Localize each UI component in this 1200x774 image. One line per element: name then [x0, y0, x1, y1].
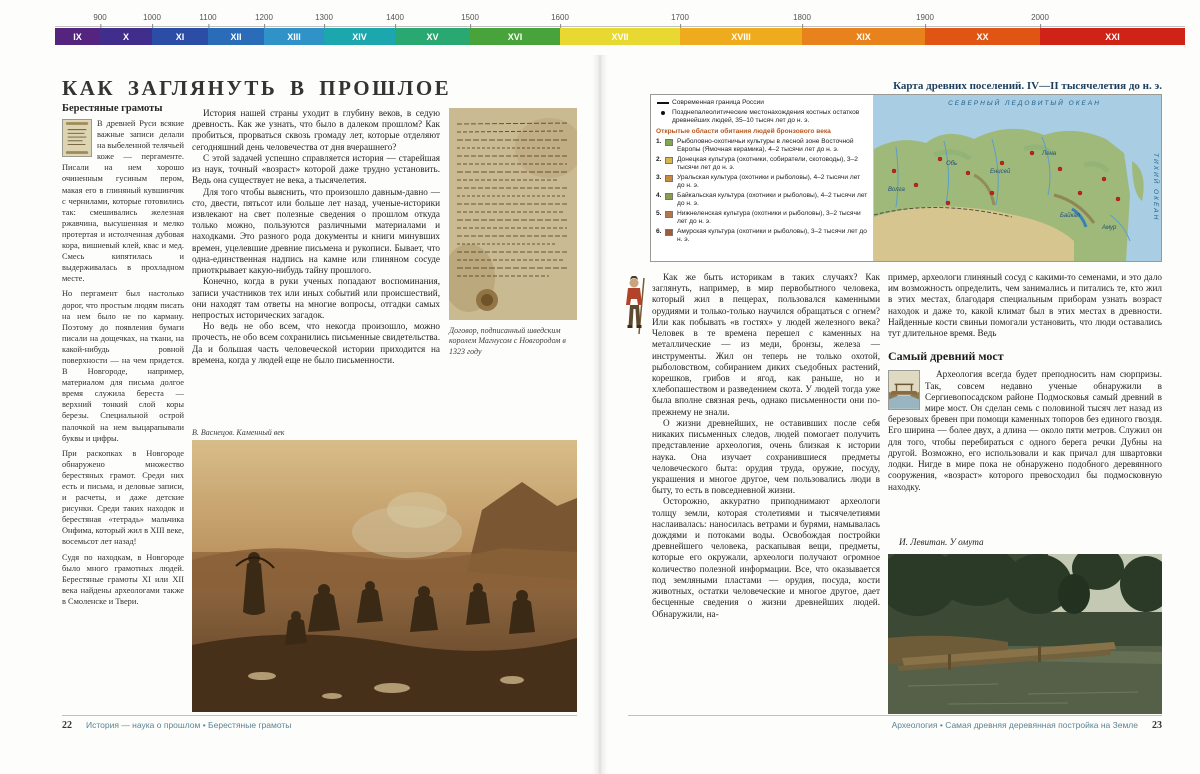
parchment-scroll-icon — [62, 119, 92, 157]
hunter-figure-illustration — [622, 276, 648, 338]
stone-age-painting — [192, 440, 577, 712]
legend-item: 6. Амурская культура (охотники и рыболовы), 3–2 тысячи лет до н. э. — [656, 228, 867, 244]
body-paragraph: С этой задачей успешно справляется история — старейшая из наук, точный «возраст» которой даже трудно установить. Ведь она существует не века, а тысячелетия. — [192, 152, 440, 186]
legend-item: 1. Рыболовно-охотничьи культуры в лесной зоне Восточной Европы (Ямочная керамика), 4–2 тысячи лет до н. э. — [656, 138, 854, 154]
footer-rule — [62, 715, 577, 716]
timeline-year: 1400 — [386, 13, 404, 22]
river-label: Волга — [888, 187, 905, 193]
sidebar-paragraph: Но пергамент был настолько дорог, что простым людям писать на нем было не по карману. Поэтому до появления бумаги писали на дощечках, на ткани, на какой-нибудь ровной поверхности — на чем придется. В Новгороде, например, материалом для письма долгое время служила береста — верхний тонкий слой коры березы. Специальной острой палочкой на нем выцарапывали буквы и цифры. — [62, 289, 184, 443]
manuscript-caption: Договор, подписанный шведским королем Магнусом с Новгородом в 1323 году — [449, 326, 566, 356]
legend-item: Позднепалеолитические местонахождения костных остатков древнейших людей, 35–10 тысяч лет до н. э. — [656, 109, 868, 125]
bridge-icon — [888, 370, 920, 410]
body-paragraph: Осторожно, аккуратно приподнимают археологи толщу земли, которая столетиями и тысячелетиями наслаивалась: наносилась ветрами и бурями, намывалась дождями и потоками воды. Освобождая постройки древнейшего человека, раскапывая вещи, предметы, которые его окружали, археологи получают огромное количество полезной информации. Все, что оказывается под земляными пластами — орудия, посуда, кости животных, остатки человеческие и многое другое, дает бесценные сведения о жизни древнейших людей. Обнаружили, на- — [652, 496, 880, 619]
legend-item: 2. Донецкая культура (охотники, собиратели, скотоводы), 3–2 тысячи лет до н. э. — [656, 156, 858, 172]
painting-caption: В. Васнецов. Каменный век — [192, 428, 285, 437]
body-paragraph: Как же быть историкам в таких случаях? Как заглянуть, например, в мир первобытного человека, который жил в пещерах, пользовался каменными орудиями и только-только научился обращаться с огнем? Или как побывать «в гостях» у людей железного века? Человек в те времена перешел с каменных на металлические — из меди, бронзы, железа — инструменты. Жил он теперь не только охотой, рыболовством, собиранием диких съедобных растений, корешков, грибов и ягод, как раньше, но и хлебопашеством и разведением скота. У людей тогда уже была вполне связная речь, однако письменности они по-прежнему не знали. — [652, 272, 880, 417]
culture-swatch — [665, 157, 673, 164]
century-segment: XIII — [264, 28, 324, 45]
right-column-1 — [652, 272, 880, 714]
legend-item: 3. Уральская культура (охотники и рыболовы), 4–2 тысячи лет до н. э. — [656, 174, 861, 190]
sidebar-paragraph: В древней Руси всякие важные записи делали на выбеленной телячьей коже — пергаменте. Писали на нем хорошо очиненным гусиным пером, макая его в глиняный кувшинчик с чернилами, которые готовились так: смешивались железная ржавчина, высушенная и мелко протертая и истолченная дубовая кора, вишневый клей, квас и мед. Смесь кипятилась и выдерживалась в прохладном месте. — [62, 119, 184, 284]
timeline-year: 1600 — [551, 13, 569, 22]
culture-swatch — [665, 193, 673, 200]
body-paragraph: Конечно, когда в руки ученых попадают воспоминания, записи участников тех или иных событий или происшествий, они находят там ответы на многие вопросы, отгадки самых непростых исторических загадок. — [192, 276, 440, 320]
timeline-year: 1300 — [315, 13, 333, 22]
river-label: Лена — [1042, 151, 1057, 157]
page-number: 23 — [1152, 720, 1162, 731]
legend-item: 5. Нижнеленская культура (охотники и рыболовы), 3–2 тысячи лет до н. э. — [656, 210, 861, 226]
site-dot-symbol — [656, 109, 672, 125]
right-column-2 — [888, 272, 1162, 714]
timeline-year: 1100 — [199, 13, 217, 22]
river-label: Байкал — [1060, 213, 1081, 219]
map-box — [650, 94, 1162, 262]
century-segment: XVIII — [680, 28, 802, 45]
culture-swatch — [665, 139, 673, 146]
body-paragraph: О жизни древнейших, не оставивших после себя никаких письменных следов, людей помогает получить представление археология, очень близкая к истории наука. Она изучает сохранившиеся предметы человеческого быта: орудия труда, оружие, посуду, украшения и многое другое, чем пользовались люди в быту, то есть в повседневной жизни. — [652, 417, 880, 496]
century-segment: XIV — [324, 28, 395, 45]
century-timeline — [55, 28, 1185, 45]
timeline-year: 1900 — [916, 13, 934, 22]
legend-item: 4. Байкальская культура (охотники и рыболовы), 4–2 тысячи лет до н. э. — [656, 192, 868, 208]
page-fold — [592, 55, 608, 774]
timeline-year: 1800 — [793, 13, 811, 22]
settlements-map — [874, 95, 1161, 261]
legend-heading: Открытые области обитания людей бронзового века — [656, 128, 831, 136]
timeline-year: 1200 — [255, 13, 273, 22]
footer-rule — [628, 715, 1162, 716]
page-title: КАК ЗАГЛЯНУТЬ В ПРОШЛОЕ — [62, 76, 452, 100]
sidebar-paragraph: При раскопках в Новгороде обнаружено множество берестяных грамот. Среди них есть и письма, и деловые записи, и расчеты, и даже детские рисунки. Среди таких находок и берестяная «тетрадь» мальчика Онфима, который жил в XIII веке, восемьсот лет назад! — [62, 448, 184, 547]
bridge-section-heading: Самый древний мост — [888, 349, 1004, 364]
culture-swatch — [665, 229, 673, 236]
border-line-symbol — [656, 99, 672, 107]
map-title: Карта древних поселений. IV—II тысячелетия до н. э. — [893, 80, 1162, 92]
century-segment: XX — [925, 28, 1040, 45]
century-segment: XVII — [560, 28, 680, 45]
page-number: 22 — [62, 720, 72, 731]
century-segment: XVI — [470, 28, 560, 45]
map-legend — [651, 95, 874, 261]
river-label: Енисей — [990, 169, 1011, 175]
century-segment: XII — [208, 28, 264, 45]
arctic-ocean-label: СЕВЕРНЫЙ ЛЕДОВИТЫЙ ОКЕАН — [948, 100, 1101, 107]
timeline-year: 900 — [93, 13, 107, 22]
birch-letters-sidebar — [62, 103, 184, 715]
century-segment: XV — [395, 28, 470, 45]
body-paragraph: пример, археологи глиняный сосуд с какими-то семенами, и это дало им возможность определить, чем занимались и питались те, кто жил в этих местах, благодаря специальным приборам узнать возраст находок и даже то, какой климат был в этих местах в древности. Найденные кости свиньи помогали установить, что люди оставались тут длительное время. Ведь — [888, 272, 1162, 339]
body-paragraph: Но ведь не обо всем, что некогда произошло, можно прочесть, не обо всем сохранились письменные свидетельства. Да и большая часть человеческой истории приходится на времена, когда у людей еще не было письменности. — [192, 321, 440, 365]
river-label: Амур — [1102, 225, 1117, 231]
century-segment: X — [100, 28, 152, 45]
culture-swatch — [665, 175, 673, 182]
body-paragraph: История нашей страны уходит в глубину веков, в седую древность. Как же узнать, что было в далеком прошлом? Как пробиться, прорваться сквозь громаду лет, которые отделяют сегодняшний день человечества от дня вчерашнего? — [192, 108, 440, 152]
bridge-paragraph: Археология всегда будет преподносить нам сюрпризы. Так, совсем недавно ученые обнаружили в Сергиевопосадском районе Подмосковья самый древний в мире мост. Он сделан семь с половиной тысяч лет назад из березовых бревен при помощи каменных топоров без единого гвоздя. Его ширина — более двух, а длина — около пяти метров. Служил он для того, чтобы перебираться с одного берега речки Дубны на другой. Возможно, его использовали и как причал для швартовки лодки. Нигде в мире пока не обнаружено подобного деревянного сооружения, «возраст» которого превосходил бы подмосковную находку. — [888, 369, 1162, 492]
century-segment: IX — [55, 28, 100, 45]
footer-text: История — наука о прошлом • Берестяные грамоты — [86, 720, 292, 730]
manuscript-figure — [449, 108, 577, 357]
levitan-painting — [888, 554, 1162, 714]
body-paragraph: Для того чтобы выяснить, что произошло давным-давно — сто, двести, пятьсот или больше лет назад, ученые-историки извлекают на свет полезные сведения о прошлом откуда только можно, пользуются различными материалами и находками. Это разного рода документы и книги минувших времен, уцелевшие древние письмена и рукописи. Бывает, что одна-единственная надпись на камне или глиняном сосуде приоткрывает какую-нибудь тайну прошлого. — [192, 186, 440, 276]
footer-text: Археология • Самая древняя деревянная постройка на Земле — [891, 720, 1138, 730]
culture-swatch — [665, 211, 673, 218]
sidebar-heading: Берестяные грамоты — [62, 103, 163, 114]
legend-item: Современная граница России — [656, 99, 868, 107]
pacific-ocean-label: ТИХИЙ ОКЕАН — [1152, 153, 1159, 222]
sidebar-paragraph: Судя по находкам, в Новгороде было много грамотных людей. Берестяные грамоты XI или XII века найдены археологами также в Смоленске и Твери. — [62, 552, 184, 606]
manuscript-image — [449, 108, 577, 320]
timeline-year: 1500 — [461, 13, 479, 22]
century-segment: XXI — [1040, 28, 1185, 45]
timeline-baseline — [55, 26, 1185, 27]
century-segment: XI — [152, 28, 208, 45]
timeline-year: 2000 — [1031, 13, 1049, 22]
left-footer — [62, 720, 577, 731]
timeline-year: 1700 — [671, 13, 689, 22]
century-segment: XIX — [802, 28, 925, 45]
levitan-caption: И. Левитан. У омута — [899, 536, 984, 547]
right-footer — [628, 720, 1162, 731]
timeline-year: 1000 — [143, 13, 161, 22]
left-main-column — [192, 108, 440, 432]
river-label: Обь — [946, 161, 958, 167]
